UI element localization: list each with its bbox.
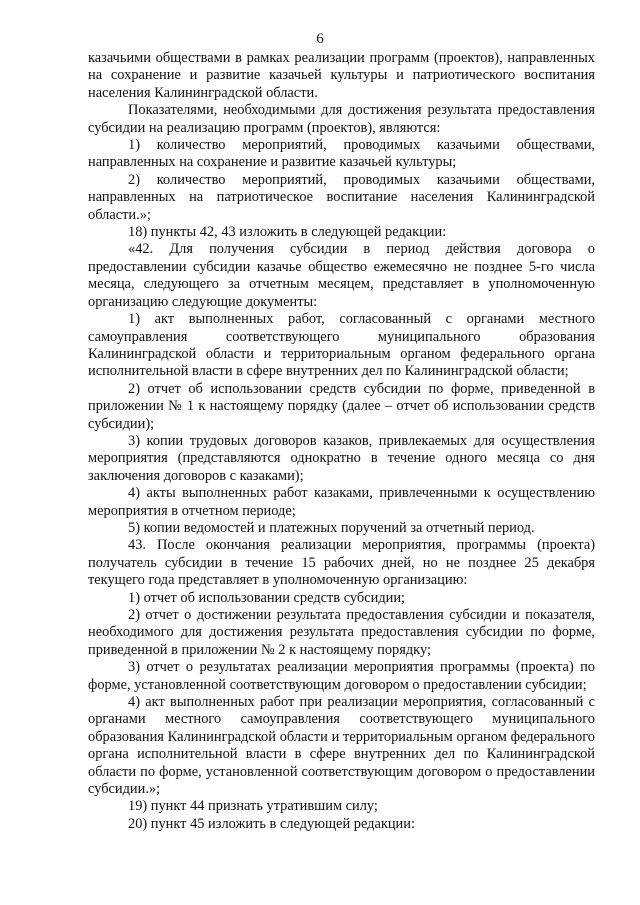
paragraph: 43. После окончания реализации мероприятия, программы (проекта) получатель субсидии в течение 15 рабочих дней, но не позднее 25 декабря текущего года представляет в уполномоченную организацию: [88,537,595,589]
paragraph: 4) акты выполненных работ казаками, привлеченными к осуществлению мероприятия в отчетном периоде; [88,485,595,519]
paragraph: 20) пункт 45 изложить в следующей редакции: [128,815,415,832]
paragraph: 3) отчет о результатах реализации мероприятия программы (проекта) по форме, установленной соответствующим договором о предоставлении субсидии; [88,659,595,693]
paragraph: 5) копии ведомостей и платежных поручений за отчетный период. [128,519,535,536]
paragraph: 2) отчет об использовании средств субсидии по форме, приведенной в приложении № 1 к настоящему порядку (далее – отчет об использовании средств субсидии); [88,380,595,432]
paragraph: 1) количество мероприятий, проводимых казачьими обществами, направленных на сохранение и развитие казачьей культуры; [88,137,595,171]
paragraph: 1) отчет об использовании средств субсидии; [128,589,406,606]
paragraph: 3) копии трудовых договоров казаков, привлекаемых для осуществления мероприятия (представляются однократно в течение одного месяца со дня заключения договоров с казаками); [88,432,595,484]
paragraph: 1) акт выполненных работ, согласованный с органами местного самоуправления соответствующего муниципального образования Калининградской области и территориальным органом федерального органа исполнительной власти в сфере внутренних дел по Калининградской области; [88,311,595,380]
paragraph: Показателями, необходимыми для достижения результата предоставления субсидии на реализацию программ (проектов), являются: [88,102,595,136]
paragraph: 4) акт выполненных работ при реализации мероприятия, согласованный с органами местного самоуправления соответствующего муниципального образования Калининградской области и территориальным органом федерального органа исполнительной власти в сфере внутренних дел по Калининградской области по форме, установленной соответствующим договором о предоставлении субсидии.»; [88,694,595,798]
paragraph: «42. Для получения субсидии в период действия договора о предоставлении субсидии казачье общество ежемесячно не позднее 5-го числа месяца, следующего за отчетным месяцем, представляет в уполномоченную организацию следующие документы: [88,241,595,310]
paragraph: 18) пункты 42, 43 изложить в следующей редакции: [128,224,447,241]
paragraph: 2) отчет о достижении результата предоставления субсидии и показателя, необходимого для достижения результата предоставления субсидии по форме, приведенной в приложении № 2 к настоящему порядку; [88,607,595,658]
page-number: 6 [316,31,324,47]
paragraph: 19) пункт 44 признать утратившим силу; [128,798,378,815]
paragraph: 2) количество мероприятий, проводимых казачьими обществами, направленных на патриотическое воспитание населения Калининградской области.»; [88,171,595,223]
document-body [88,50,595,833]
paragraph: казачьими обществами в рамках реализации программ (проектов), направленных на сохранение и развитие казачьей культуры и патриотического воспитания населения Калининградской области. [88,50,595,101]
